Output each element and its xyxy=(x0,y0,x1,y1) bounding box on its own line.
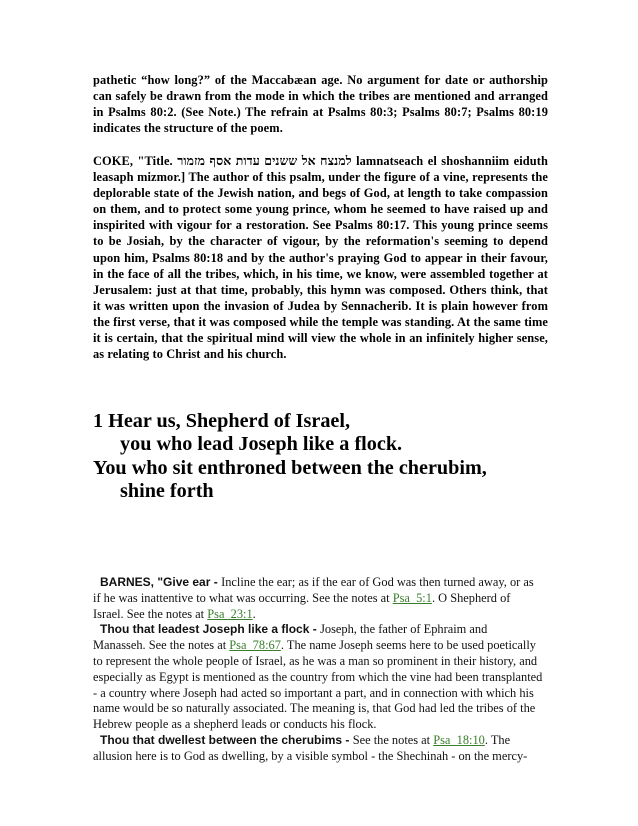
barnes-label: BARNES, "Give ear - xyxy=(100,575,222,589)
barnes-text: Incline the ear; as if the ear of God was then turned away, or as if he was inattentive to what was occurring. See the notes at xyxy=(93,575,534,605)
barnes-text: . The allusion here is to God as dwelling, by a visible symbol - the Shechinah - on the mercy- xyxy=(93,732,528,763)
barnes-paragraph-2 xyxy=(93,622,543,733)
scripture-link-psa-78-67[interactable]: Psa_78:67 xyxy=(229,638,281,653)
hebrew-title: למנצח אל ששנים עדות אסף מזמור xyxy=(177,154,352,168)
scripture-link-psa-18-10[interactable]: Psa_18:10 xyxy=(433,732,485,747)
verse-line-4: shine forth xyxy=(120,480,214,503)
barnes-text: . xyxy=(252,606,256,621)
intro-paragraph xyxy=(93,72,548,136)
scripture-link-psa-23-1[interactable]: Psa_23:1 xyxy=(207,606,253,621)
intro-text: pathetic “how long?” of the Maccabæan age. No argument for date or authorship can safely be drawn from the mode in which the tribes are mentioned and arranged in Psalms 80:2. (See Note.) The refrain at Psalms 80:3; Psalms 80:7; Psalms 80:19 indicates the structure of the poem. xyxy=(93,73,548,136)
verse-block xyxy=(93,410,573,504)
barnes-text: Joseph, the father of Ephraim and Manasseh. See the notes at xyxy=(93,622,488,653)
barnes-paragraph-1 xyxy=(93,575,543,622)
barnes-text: See the notes at xyxy=(352,732,434,747)
coke-text: lamnatseach el shoshanniim eiduth leasaph mizmor.] The author of this psalm, under the figure of a vine, represents the deplorable state of the Jewish nation, and begs of God, at length to take compassion on them, and to protect some young prince, whom he seemed to have raised up and inspirited with vigour for a restoration. See Psalms 80:17. This young prince seems to be Josiah, by the character of vigour, by the reformation's seeming to depend upon him, Psalms 80:18 and by the author's praying God to appear in their favour, in the face of all the tribes, which, in his time, we know, were assembled together at Jerusalem: just at that time, probably, this hymn was composed. Others think, that it was written upon the invasion of Judea by Sennacherib. It is plain however from the first verse, that it was composed while the temple was standing. At the same time it is certain, that the spiritual mind will view the whole in an infinitely higher sense, as relating to Christ and his church. xyxy=(93,154,548,362)
barnes-subheading: Thou that dwellest between the cherubims - xyxy=(100,732,353,747)
barnes-commentary xyxy=(93,575,543,765)
barnes-text: . The name Joseph seems here to be used poetically to represent the whole people of Israel, as he was a man so prominent in their history, and especially as Egypt is mentioned as the country from which the vine had been transplanted - a country where Joseph had acted so important a part, and in connection with which his name would be so naturally associated. The meaning is, that God had led the tribes of the Hebrew people as a shepherd leads or conducts his flock. xyxy=(93,638,543,732)
verse-line-3: You who sit enthroned between the cherubim, xyxy=(93,456,487,479)
coke-commentary-paragraph xyxy=(93,153,548,362)
verse-line-1: 1 Hear us, Shepherd of Israel, xyxy=(93,410,351,432)
barnes-text: . O Shepherd of Israel. See the notes at xyxy=(93,590,511,621)
barnes-paragraph-3 xyxy=(93,733,543,765)
verse-line-2: you who lead Joseph like a flock. xyxy=(120,433,403,456)
coke-label: COKE, "Title. xyxy=(93,154,178,168)
barnes-subheading: Thou that leadest Joseph like a flock - xyxy=(100,622,321,637)
scripture-link-psa-5-1[interactable]: Psa_5:1 xyxy=(392,590,432,605)
